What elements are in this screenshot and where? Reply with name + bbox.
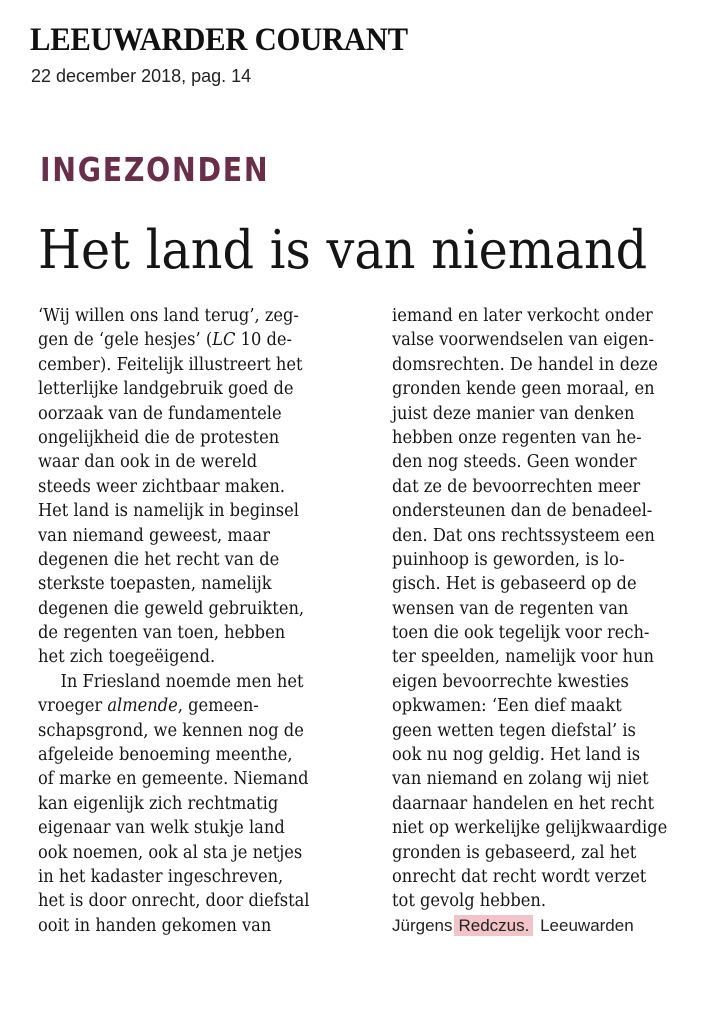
article-line — [38, 694, 347, 718]
line-italic-text: LC — [212, 330, 236, 351]
line-text: ooit in handen gekomen van — [38, 915, 272, 936]
line-text: niet op werkelijke gelijkwaardige — [392, 818, 668, 839]
article-line — [392, 865, 701, 889]
article-line — [392, 524, 701, 548]
line-text: ongelijkheid die de protesten — [38, 427, 280, 448]
article-line — [38, 304, 347, 328]
line-text: gronden kende geen moraal, en — [392, 379, 655, 400]
article-line — [392, 767, 701, 791]
line-text: in het kadaster ingeschreven, — [38, 866, 284, 887]
article-line — [392, 475, 701, 499]
line-text: ondersteunen dan de benadeel- — [392, 501, 653, 522]
article-line — [392, 548, 701, 572]
line-text-after: , gemeen- — [177, 696, 259, 717]
line-text: degenen die het recht van de — [38, 549, 280, 570]
line-text: eigenaar van welk stukje land — [38, 818, 285, 839]
article-line — [392, 694, 701, 718]
article-headline: Het land is van niemand — [38, 220, 648, 281]
line-text: ook nu nog geldig. Het land is — [392, 745, 641, 766]
article-line — [38, 402, 347, 426]
line-text: den. Dat ons rechtssysteem een — [392, 525, 655, 546]
article-column-1 — [38, 304, 368, 938]
article-line — [392, 743, 701, 767]
article-line — [38, 572, 347, 596]
line-text: schapsgrond, we kennen nog de — [38, 720, 304, 741]
article-line — [392, 572, 701, 596]
line-text: cember). Feitelijk illustreert het — [38, 354, 303, 375]
line-text: valse voorwendselen van eigen- — [392, 330, 654, 351]
article-line — [392, 792, 701, 816]
line-text: opkwamen: ‘Een dief maakt — [392, 696, 622, 717]
line-text: gronden is gebaseerd, zal het — [392, 842, 637, 863]
article-line — [38, 377, 347, 401]
article-line — [392, 328, 701, 352]
line-text: het zich toegeëigend. — [38, 647, 216, 668]
article-line — [392, 719, 701, 743]
article-line — [38, 889, 347, 913]
article-line — [38, 450, 347, 474]
line-text: ‘Wij willen ons land terug’, zeg- — [38, 306, 299, 326]
article-line — [392, 670, 701, 694]
line-text: juist deze manier van denken — [392, 403, 635, 424]
newspaper-masthead: LEEUWARDER COURANT — [30, 22, 408, 58]
article-line — [392, 353, 701, 377]
line-text: toen die ook tegelijk voor rech- — [392, 623, 650, 644]
line-text: domsrechten. De handel in deze — [392, 354, 658, 375]
line-text: het is door onrecht, door diefstal — [38, 891, 310, 912]
line-text: ook noemen, ook al sta je netjes — [38, 842, 303, 863]
line-text: geen wetten tegen diefstal’ is — [392, 720, 636, 741]
article-line — [392, 841, 701, 865]
article-line — [38, 328, 347, 352]
letter-signature — [392, 914, 722, 938]
article-line — [38, 475, 347, 499]
line-text: oorzaak van de fundamentele — [38, 403, 282, 424]
article-line — [392, 304, 701, 328]
line-text: daarnaar handelen en het recht — [392, 793, 655, 814]
signature-first-name: Jürgens — [392, 915, 453, 935]
article-line — [38, 743, 347, 767]
article-line — [392, 499, 701, 523]
line-text: den nog steeds. Geen wonder — [392, 452, 637, 473]
line-text: dat ze de bevoorrechten meer — [392, 476, 641, 497]
article-line — [38, 865, 347, 889]
line-text: van niemand en zolang wij niet — [392, 769, 649, 790]
line-text: iemand en later verkocht onder — [392, 306, 653, 326]
article-line — [392, 621, 701, 645]
line-text: sterkste toepasten, namelijk — [38, 574, 272, 595]
article-line — [38, 816, 347, 840]
article-line — [38, 914, 347, 938]
line-text: In Friesland noemde men het — [60, 671, 304, 692]
article-line — [392, 597, 701, 621]
article-line — [38, 353, 347, 377]
line-text-after: 10 de- — [235, 330, 293, 351]
signature-place: Leeuwarden — [540, 915, 634, 935]
line-text: tot gevolg hebben. — [392, 891, 546, 912]
article-column-2 — [392, 304, 722, 938]
article-line — [38, 524, 347, 548]
line-text: afgeleide benoeming meenthe, — [38, 745, 293, 766]
line-text: gisch. Het is gebaseerd op de — [392, 574, 637, 595]
article-line — [392, 645, 701, 669]
article-line — [38, 597, 347, 621]
article-line — [38, 670, 347, 694]
line-text: eigen bevoorrechte kwesties — [392, 671, 629, 692]
article-line — [38, 548, 347, 572]
article-line — [392, 426, 701, 450]
line-text: Het land is namelijk in beginsel — [38, 501, 299, 522]
article-line — [392, 402, 701, 426]
line-italic-text: almende — [107, 696, 178, 717]
article-line — [38, 841, 347, 865]
section-label: INGEZONDEN — [40, 150, 270, 189]
article-line — [38, 426, 347, 450]
line-text: letterlijke landgebruik goed de — [38, 379, 294, 400]
line-text: gen de ‘gele hesjes’ ( — [38, 330, 213, 351]
article-line — [38, 499, 347, 523]
line-text: kan eigenlijk zich rechtmatig — [38, 793, 279, 814]
article-line — [38, 767, 347, 791]
article-line — [38, 621, 347, 645]
redacted-surname: Redczus. — [454, 915, 533, 936]
line-text: steeds weer zichtbaar maken. — [38, 476, 286, 497]
article-line — [38, 645, 347, 669]
line-text: wensen van de regenten van — [392, 598, 629, 619]
article-line — [392, 377, 701, 401]
line-text: de regenten van toen, hebben — [38, 623, 286, 644]
line-text: of marke en gemeente. Niemand — [38, 769, 309, 790]
article-line — [392, 889, 701, 913]
article-line — [392, 450, 701, 474]
line-text: onrecht dat recht wordt verzet — [392, 866, 647, 887]
article-line — [38, 792, 347, 816]
line-text: waar dan ook in de wereld — [38, 452, 258, 473]
publication-date: 22 december 2018, pag. 14 — [31, 66, 252, 86]
article-line — [392, 816, 701, 840]
line-text: puinhoop is geworden, is lo- — [392, 549, 625, 570]
line-text: vroeger — [38, 696, 108, 717]
article-line — [38, 719, 347, 743]
line-text: van niemand geweest, maar — [38, 525, 270, 546]
line-text: degenen die geweld gebruikten, — [38, 598, 305, 619]
line-text: ter speelden, namelijk voor hun — [392, 647, 654, 668]
line-text: hebben onze regenten van he- — [392, 427, 642, 448]
